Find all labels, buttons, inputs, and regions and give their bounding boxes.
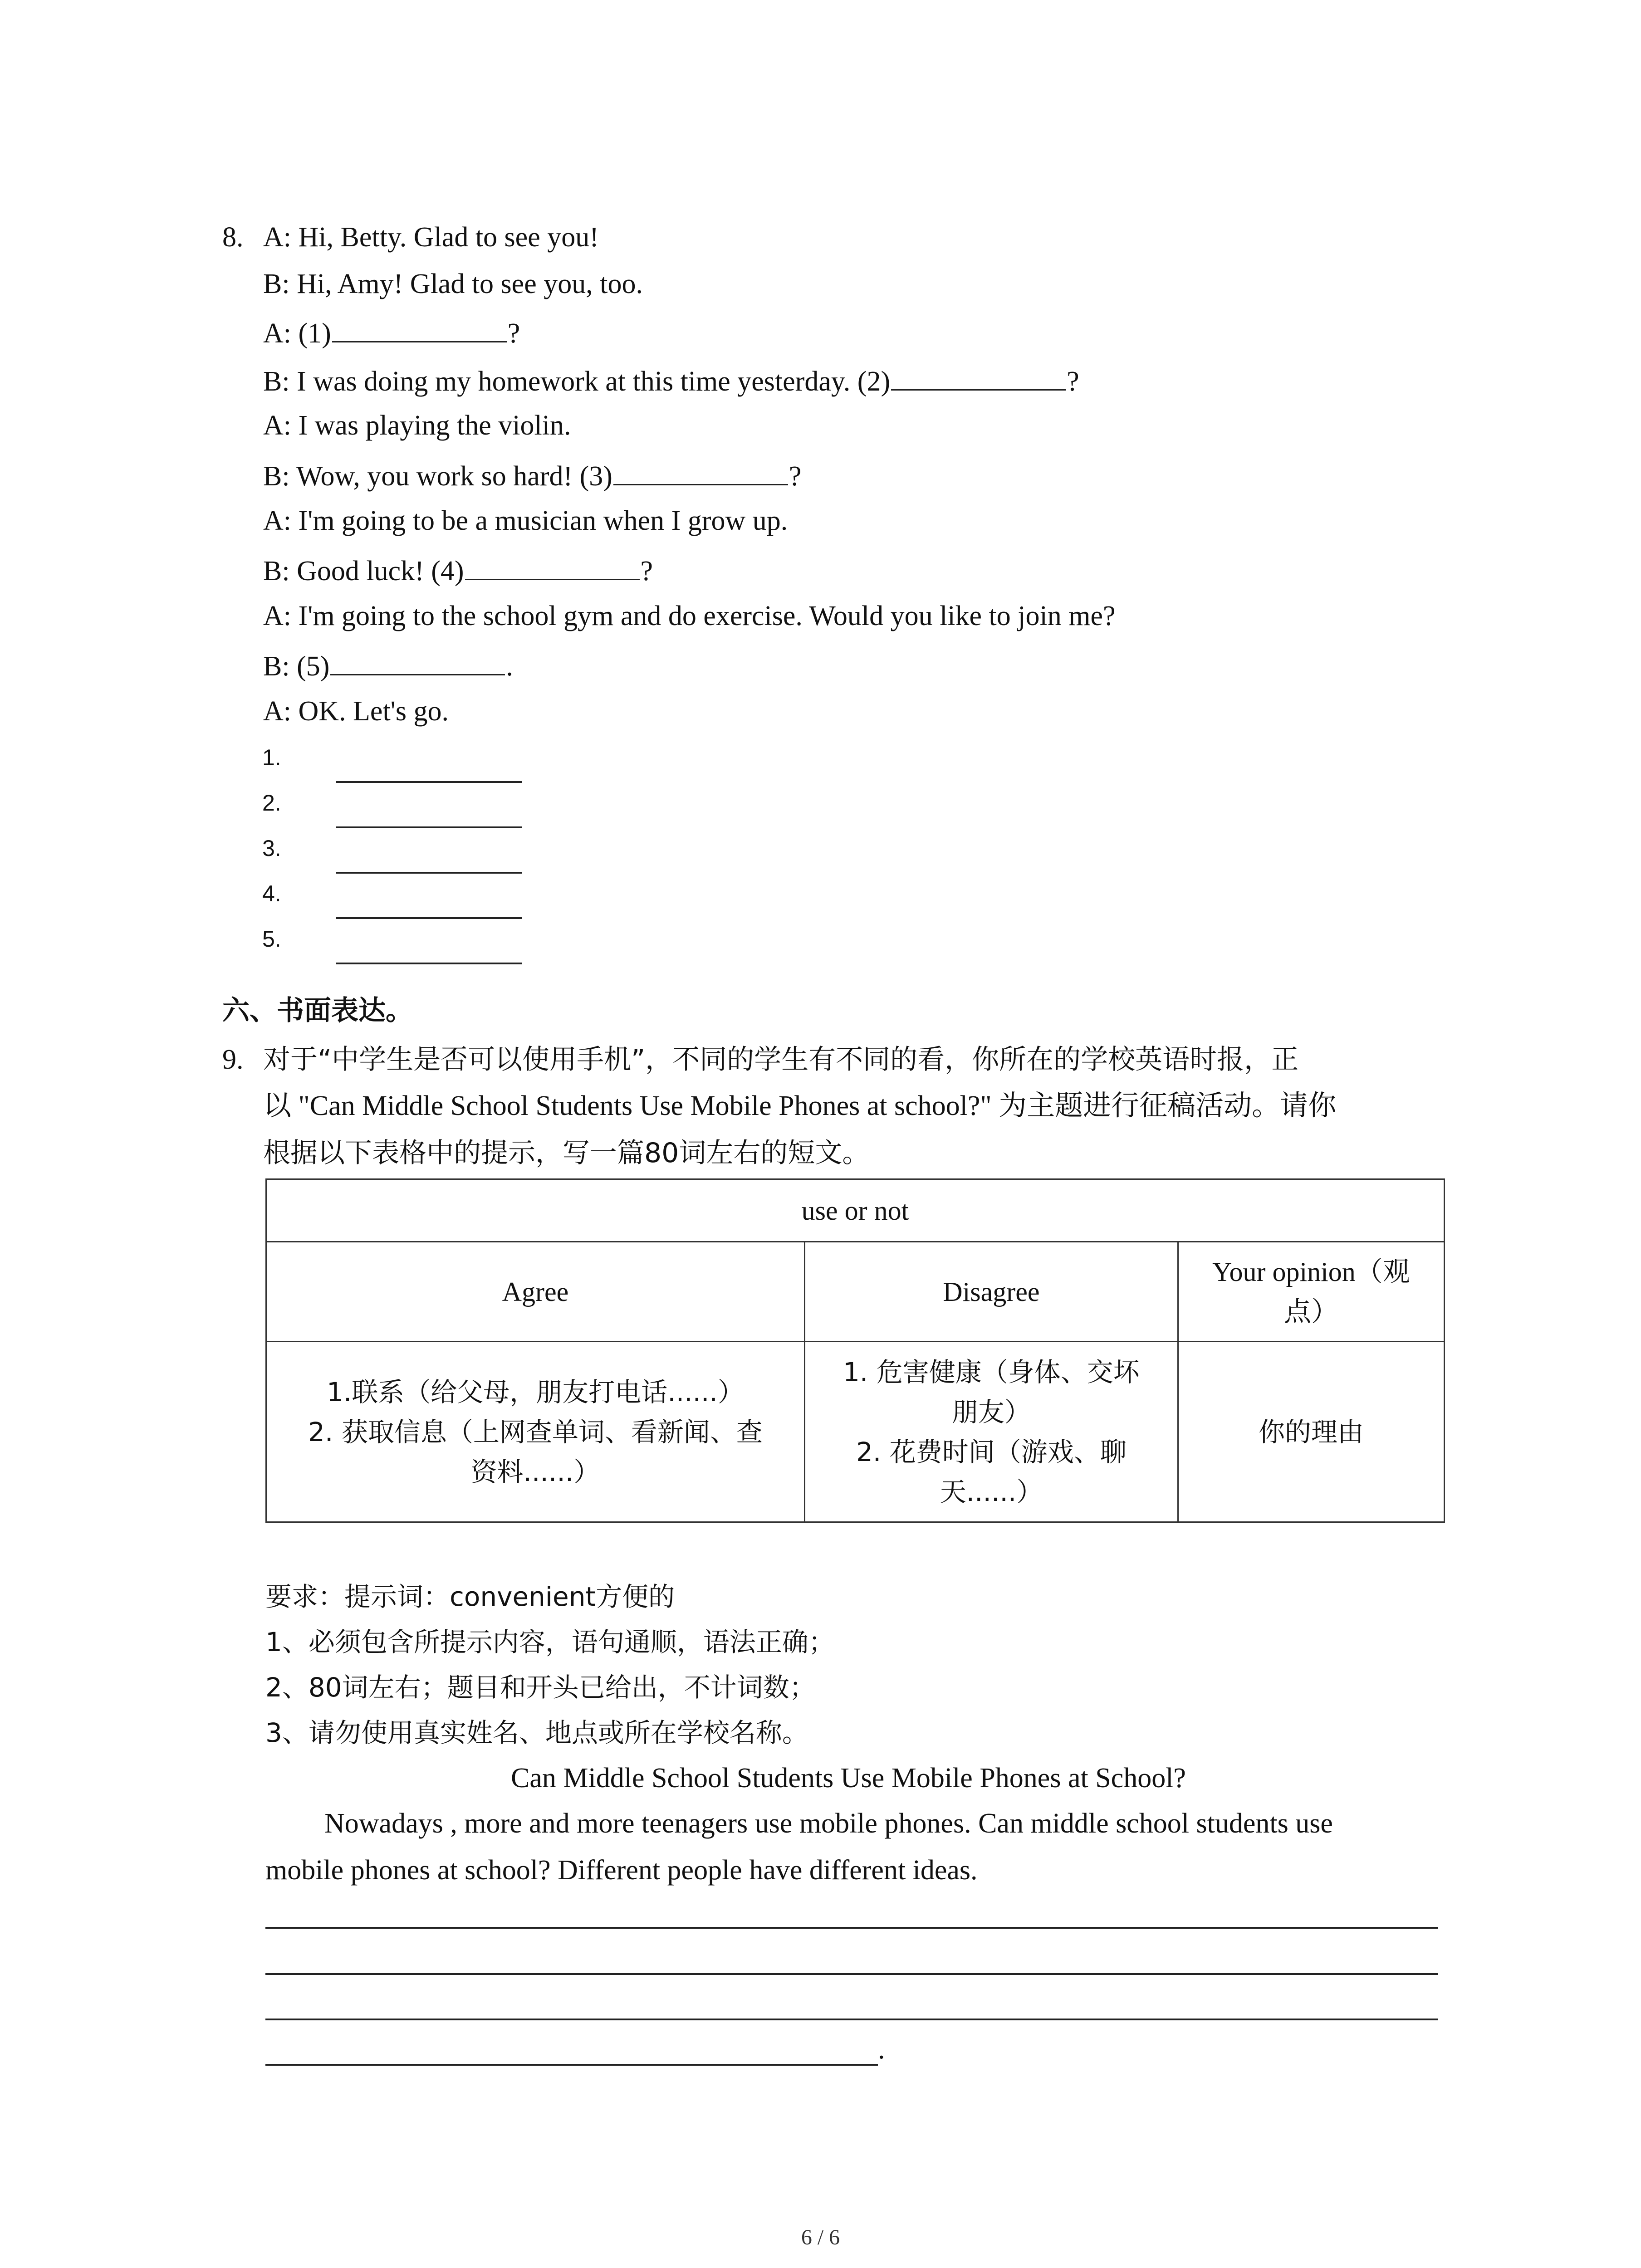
essay-end-mark: . [878,2034,885,2065]
task-text: 对于“中学生是否可以使用手机”，不同的学生有不同的看，你所在的学校英语时报，正 [263,1044,1299,1075]
dialogue-line [263,551,653,589]
col-opinion-line: Your opinion（观 [1212,1256,1410,1287]
dialogue-line: A: I was playing the violin. [263,410,571,441]
dialogue-line [263,456,801,494]
dialogue-punct: ? [789,461,802,492]
agree-cell [266,1342,805,1522]
essay-text: mobile phones at school? Different people have different ideas. [265,1855,978,1886]
dialogue-line [263,361,1079,400]
col-opinion [1178,1242,1444,1342]
opinion-cell: 你的理由 [1178,1342,1444,1522]
dialogue-line: A: I'm going to the school gym and do exercise. Would you like to join me? [263,601,1116,631]
dialogue-line: A: OK. Let's go. [263,696,449,727]
dialogue-text: B: Good luck! (4) [263,556,464,587]
blank-2[interactable] [891,361,1066,391]
dialogue-line [263,646,513,684]
writing-line[interactable] [265,1973,1438,1975]
blank-5[interactable] [330,646,505,675]
requirement: 3、请勿使用真实姓名、地点或所在学校名称。 [265,1717,808,1748]
answer-line-5[interactable] [336,963,522,964]
dialogue-line: A: I'm going to be a musician when I grow up. [263,505,788,536]
question-number: 8. [222,222,244,253]
dialogue-punct: . [506,651,513,682]
answer-line-4[interactable] [336,917,522,919]
section-title: 六、书面表达。 [222,995,413,1026]
answer-line-2[interactable] [336,826,522,828]
dialogue-line: B: Hi, Amy! Glad to see you, too. [263,269,643,299]
agree-point: 资料......） [470,1456,600,1487]
essay-title: Can Middle School Students Use Mobile Phones at School? [511,1763,1186,1794]
requirement: 要求：提示词：convenient方便的 [265,1581,675,1612]
writing-line[interactable] [265,1927,1438,1929]
dialogue-text: B: Wow, you work so hard! (3) [263,461,612,492]
dialogue-punct: ? [640,556,653,587]
dialogue-text: A: (1) [263,318,331,349]
task-text [263,1088,1336,1124]
blank-1[interactable] [332,313,507,342]
disagree-point: 朋友） [951,1396,1031,1427]
blank-3[interactable] [613,456,788,485]
page-number: 6 / 6 [801,2225,840,2249]
requirement: 1、必须包含所提示内容，语句通顺，语法正确； [265,1627,835,1657]
answer-label: 5. [262,926,281,952]
writing-line[interactable] [265,2064,878,2066]
dialogue-text: B: I was doing my homework at this time yesterday. (2) [263,366,891,397]
disagree-point: 2. 花费时间（游戏、聊 [856,1436,1127,1467]
col-agree: Agree [266,1242,805,1342]
dialogue-line [263,313,520,352]
dialogue-text: B: (5) [263,651,330,682]
answer-label: 4. [262,881,281,906]
disagree-point: 天......） [940,1476,1043,1507]
prompt-table [265,1178,1445,1523]
table-header: use or not [266,1179,1445,1242]
task-text-span: 以 "Can Middle School Students Use Mobile Phones at school?" 为主题进行征稿活动。请你 [263,1090,1337,1121]
dialogue-line: A: Hi, Betty. Glad to see you! [263,222,599,253]
question-number: 9. [222,1044,244,1075]
blank-4[interactable] [465,551,640,580]
agree-point: 1.联系（给父母，朋友打电话......） [326,1376,744,1408]
disagree-point: 1. 危害健康（身体、交坏 [843,1356,1140,1388]
answer-line-3[interactable] [336,872,522,874]
agree-point: 2. 获取信息（上网查单词、看新闻、查 [308,1416,763,1447]
answer-label: 1. [262,745,281,770]
dialogue-punct: ? [507,318,520,349]
dialogue-punct: ? [1067,366,1079,397]
answer-label: 3. [262,836,281,861]
answer-line-1[interactable] [336,781,522,783]
requirement: 2、80词左右；题目和开头已给出，不计词数； [265,1672,816,1703]
col-disagree: Disagree [804,1242,1178,1342]
disagree-cell [804,1342,1178,1522]
task-text: 根据以下表格中的提示，写一篇80词左右的短文。 [263,1137,870,1169]
col-opinion-line: 点） [1283,1296,1338,1327]
writing-line[interactable] [265,2019,1438,2020]
answer-label: 2. [262,790,281,816]
essay-text: Nowadays , more and more teenagers use mobile phones. Can middle school students use [324,1808,1333,1839]
